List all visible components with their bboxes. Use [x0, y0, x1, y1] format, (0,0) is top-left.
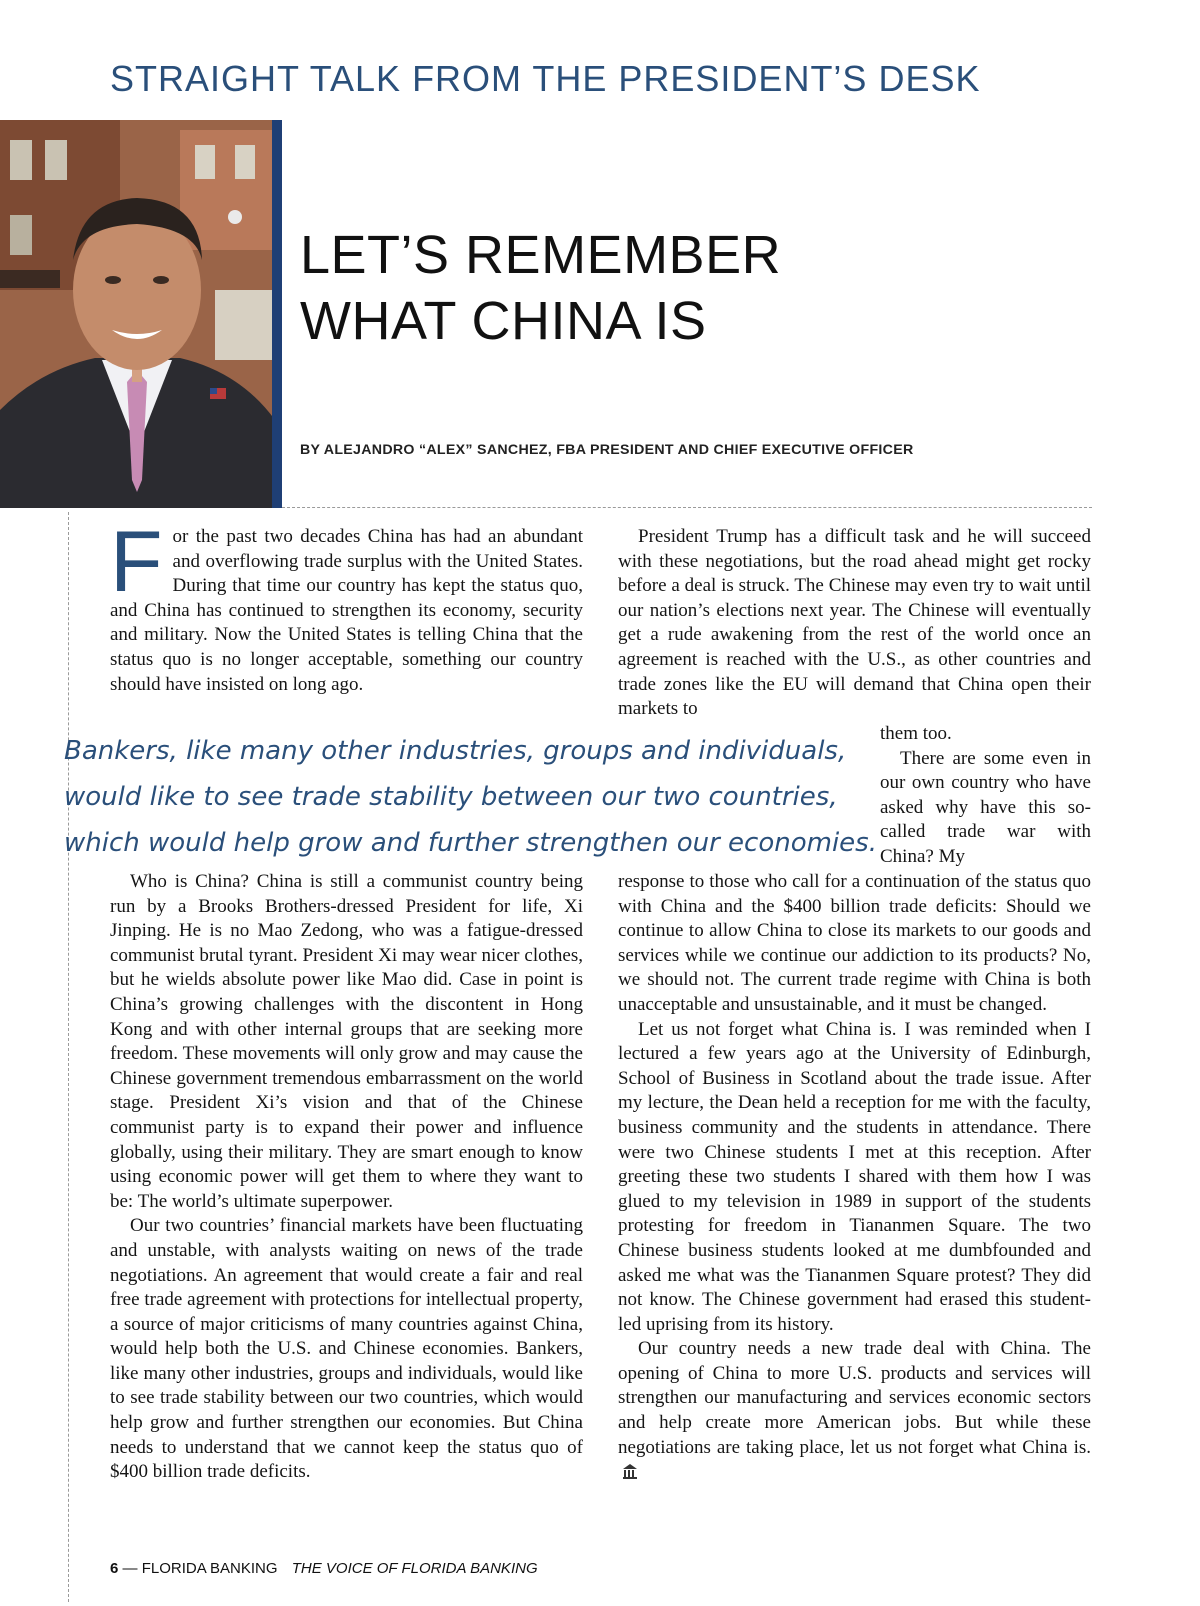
- publication-tagline: THE VOICE OF FLORIDA BANKING: [291, 1560, 538, 1577]
- author-photo: [0, 120, 275, 508]
- page-footer: [110, 1560, 538, 1577]
- paragraph-7: Our country needs a new trade deal with China. The opening of China to more U.S. products and services will strengthen our manufacturing and services economic sectors and help create more American jobs. But while these negotiations are taking place, let us not forget what China is.: [618, 1338, 1091, 1458]
- paragraph-3: Our two countries’ financial markets have been fluctuating and unstable, with analysts waiting on news of the trade negotiations. An agreement that would create a fair and real free trade agreement with protections for intellectual property, a source of major criticisms of many countries against China, would help both the U.S. and Chinese economies. Bankers, like many other industries, groups and individuals, would like to see trade stability between our two countries, which would help grow and further strengthen our economies. But China needs to understand that we cannot keep the status quo of $400 billion trade deficits.: [110, 1215, 583, 1483]
- column-2-top: [618, 525, 1091, 722]
- drop-cap: F: [110, 514, 163, 610]
- paragraph-1: or the past two decades China has had an abundant and overflowing trade surplus with the United States. During that time our country has kept the status quo, and China has continued to strengthen its economy, security and military. Now the United States is telling China that the status quo is no longer acceptable, something our country should have insisted on long ago.: [110, 526, 583, 695]
- horizontal-dashed-divider: [282, 507, 1092, 508]
- publication-name: FLORIDA BANKING: [141, 1560, 278, 1577]
- byline: BY ALEJANDRO “ALEX” SANCHEZ, FBA PRESIDENT AND CHIEF EXECUTIVE OFFICER: [300, 442, 914, 458]
- page-number: 6: [110, 1560, 119, 1577]
- column-1-top: [110, 514, 583, 697]
- paragraph-5-part-1: There are some even in our own country who have asked why have this so-called trade war with China? My: [880, 747, 1091, 867]
- paragraph-2: Who is China? China is still a communist country being run by a Brooks Brothers-dressed President for life, Xi Jinping. He is no Mao Zedong, who was a fatigue-dressed communist brutal tyrant. President Xi may wear nicer clothes, but he wields absolute power like Mao did. Case in point is China’s growing challenges with the discontent in Hong Kong and with other internal groups that are seeking more freedom. These movements will only grow and may cause the Chinese government tremendous embarrassment on the world stage. President Xi’s vision and that of the Chinese communist party is to expand their power and influence globally, using their military. They are smart enough to know using economic power will get them to where they want to be: The world’s ultimate superpower.: [110, 871, 583, 1212]
- paragraph-4-part-2: them too.: [880, 723, 952, 744]
- paragraph-6: Let us not forget what China is. I was reminded when I lectured a few years ago at the University of Edinburgh, School of Business in Scotland about the trade issue. After my lecture, the Dean held a reception for me with the faculty, business community and the students in attendance. There were two Chinese students I met at this reception. After greeting these two students I shared with them how I was glued to my television in 1989 in support of the students protesting for freedom in Tiananmen Square. The two Chinese business students looked at me dumbfounded and asked me what was the Tiananmen Square protest? They did not know. The Chinese government had erased this student-led uprising from its history.: [618, 1018, 1091, 1335]
- building-logo-icon: [622, 1463, 638, 1479]
- pull-quote-line-2: would like to see trade stability between our two countries,: [64, 782, 838, 812]
- paragraph-5-part-2: response to those who call for a continuation of the status quo with China and the $400 billion trade deficits: Should we continue to allow China to close its markets to our goods and services while we continue our addiction to its products? No, we should not. The current trade regime with China is both unacceptable and unsustainable, and it must be changed.: [618, 871, 1091, 1015]
- column-1-bottom: [110, 870, 583, 1485]
- section-kicker: STRAIGHT TALK FROM THE PRESIDENT’S DESK: [110, 58, 981, 99]
- column-2-beside-quote: [880, 722, 1091, 870]
- pull-quote: [64, 728, 884, 866]
- author-portrait-image: [0, 120, 275, 508]
- footer-dash: —: [122, 1560, 138, 1577]
- pull-quote-line-3: which would help grow and further strengthen our economies.: [64, 828, 877, 858]
- headline-line-2: WHAT CHINA IS: [300, 291, 707, 351]
- paragraph-7-wrapper: [618, 1337, 1091, 1485]
- photo-accent-bar: [272, 120, 282, 508]
- column-2-bottom: [618, 870, 1091, 1485]
- pull-quote-line-1: Bankers, like many other industries, groups and individuals,: [64, 736, 847, 766]
- paragraph-4-part-1: President Trump has a difficult task and he will succeed with these negotiations, but the road ahead might get rocky before a deal is struck. The Chinese may even try to wait until our nation’s elections next year. The Chinese will eventually get a rude awakening from the rest of the world once an agreement is reached with the U.S., as other countries and trade zones like the EU will demand that China open their markets to: [618, 526, 1091, 720]
- headline-line-1: LET’S REMEMBER: [300, 225, 782, 285]
- article-headline: [300, 222, 781, 354]
- vertical-dashed-divider: [68, 512, 69, 1602]
